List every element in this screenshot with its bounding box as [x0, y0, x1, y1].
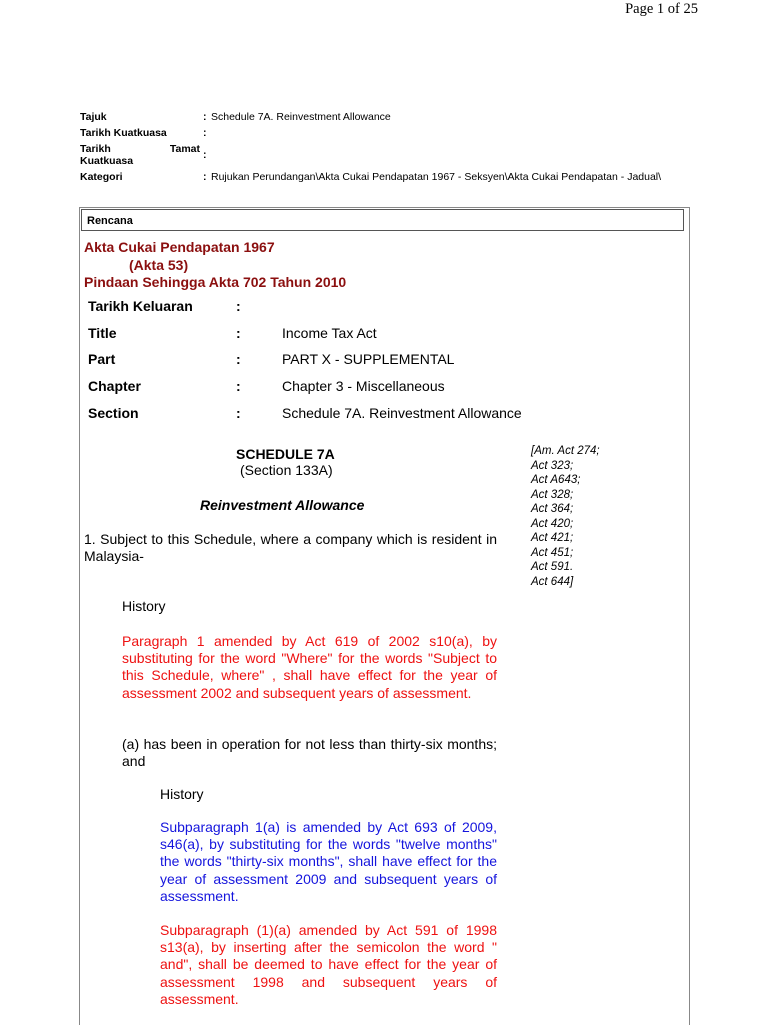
rencana-header: Rencana [81, 209, 684, 231]
info-value: Income Tax Act [282, 325, 377, 341]
kategori-label: Kategori [80, 171, 123, 183]
colon: : [203, 171, 207, 183]
info-key: Tarikh Keluaran [88, 298, 193, 314]
amendment-item: Act 323; [531, 459, 574, 472]
colon: : [203, 149, 207, 161]
paragraph-1: 1. Subject to this Schedule, where a company which is resident in Malaysia- [84, 531, 497, 565]
meta-row-tarikh-kuatkuasa [80, 127, 692, 139]
act-title-line: Akta Cukai Pendapatan 1967 [84, 239, 275, 255]
info-key: Chapter [88, 378, 141, 394]
amendment-item: Act 644] [531, 575, 574, 588]
amendment-list [531, 444, 600, 589]
amendment-item: [Am. Act 274; [531, 445, 600, 457]
history-note-red: Paragraph 1 amended by Act 619 of 2002 s10(a), by substituting for the word "Where" for the words "Subject to this Schedule, where" , shall have effect for the year of assessment 2002 and subsequent years of assessment. [122, 633, 497, 701]
tarikh-tamat-kuatkuasa-label [80, 143, 203, 167]
tarikh-tamat-label-part: Tamat [169, 143, 200, 155]
act-amendment-line: Pindaan Sehingga Akta 702 Tahun 2010 [84, 274, 347, 290]
schedule-title: SCHEDULE 7A [236, 446, 335, 462]
kategori-value: Rujukan Perundangan\Akta Cukai Pendapatan 1967 - Seksyen\Akta Cukai Pendapatan - Jadual\ [211, 171, 662, 183]
tarikh-kuatkuasa-label: Tarikh Kuatkuasa [80, 127, 167, 139]
amendment-item: Act 591. [531, 561, 574, 573]
meta-row-tarikh-tamat [80, 143, 692, 167]
history-heading: History [122, 598, 166, 614]
colon: : [236, 298, 241, 314]
info-value: Schedule 7A. Reinvestment Allowance [282, 405, 522, 421]
colon: : [236, 378, 241, 394]
tajuk-label: Tajuk [80, 111, 107, 123]
history-note-blue: Subparagraph 1(a) is amended by Act 693 of 2009, s46(a), by substituting for the words "twelve months" the words "thirty-six months", shall have effect for the year of assessment 2009 and subsequent years of assessment. [160, 819, 497, 904]
colon: : [236, 405, 241, 421]
info-key: Title [88, 325, 117, 341]
info-value: Chapter 3 - Miscellaneous [282, 378, 445, 394]
amendment-item: Act A643; [531, 474, 581, 486]
document-metadata [80, 111, 692, 187]
act-number: (Akta 53) [129, 256, 189, 273]
tajuk-value: Schedule 7A. Reinvestment Allowance [211, 111, 391, 123]
amendment-item: Act 451; [531, 546, 574, 559]
meta-row-tajuk [80, 111, 692, 123]
schedule-section: (Section 133A) [240, 462, 333, 478]
meta-row-kategori [80, 171, 692, 183]
tarikh-tamat-label-part: Tarikh [80, 143, 111, 155]
tarikh-kuatkuasa-value [211, 127, 692, 139]
info-key: Part [88, 351, 116, 367]
page-number: Page 1 of 25 [625, 1, 698, 17]
amendment-item: Act 421; [531, 532, 574, 544]
history-note-red: Subparagraph (1)(a) amended by Act 591 of 1998 s13(a), by inserting after the semicolon the word " and", shall be deemed to have effect for the year of assessment 1998 and subsequent years of assessment. [160, 922, 497, 1007]
colon: : [236, 351, 241, 367]
amendment-item: Act 420; [531, 517, 574, 530]
tarikh-tamat-label-part: Kuatkuasa [80, 155, 134, 167]
subparagraph-a: (a) has been in operation for not less than thirty-six months; and [122, 736, 497, 770]
amendment-item: Act 328; [531, 488, 574, 501]
info-key: Section [88, 405, 139, 421]
history-heading: History [160, 786, 204, 802]
colon: : [203, 111, 207, 123]
act-title [84, 239, 346, 292]
amendment-item: Act 364; [531, 503, 574, 515]
colon: : [236, 325, 241, 341]
info-value: PART X - SUPPLEMENTAL [282, 351, 455, 367]
colon: : [203, 127, 207, 139]
schedule-heading: Reinvestment Allowance [200, 497, 365, 513]
